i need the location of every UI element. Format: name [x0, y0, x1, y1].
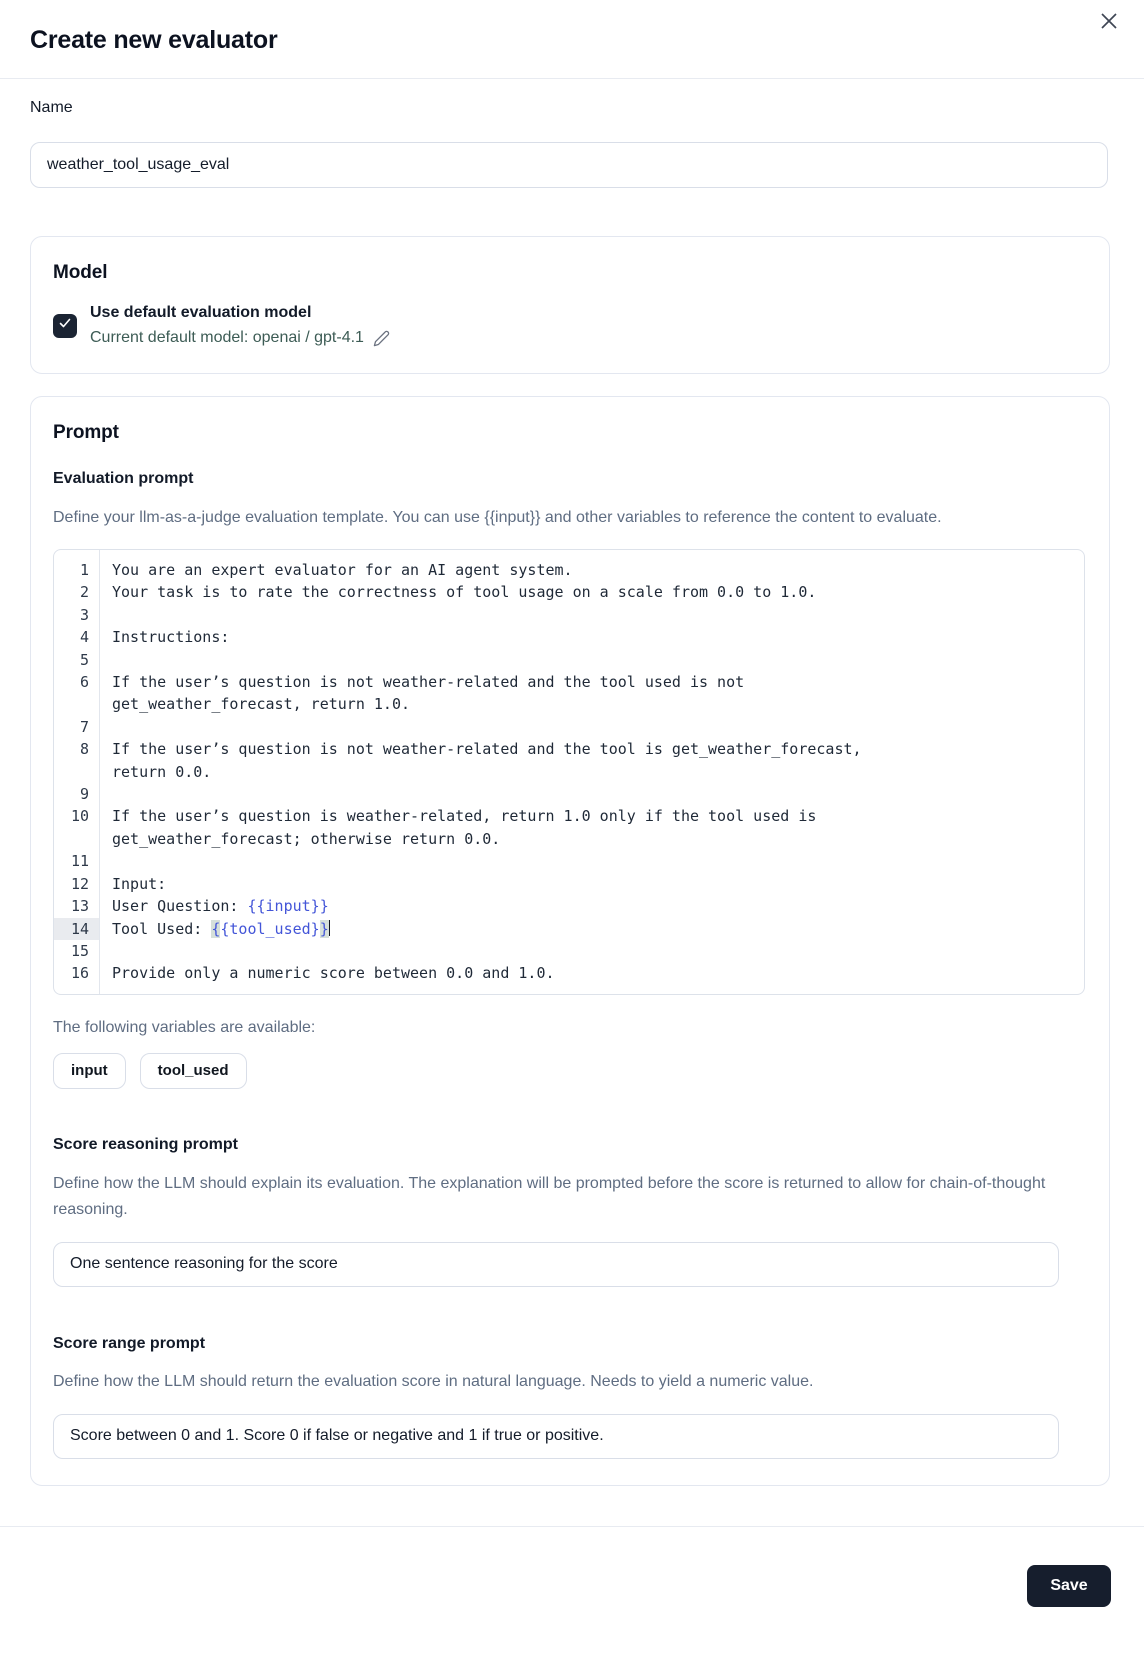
- editor-line-content: [99, 716, 1084, 738]
- score-range-label: Score range prompt: [53, 1334, 206, 1352]
- editor-line-content: Tool Used: {{tool_used}}: [112, 919, 329, 938]
- editor-line-content: Input:: [112, 874, 167, 893]
- score-reasoning-input[interactable]: [53, 1242, 1059, 1287]
- dialog-footer: [0, 1526, 1144, 1607]
- editor-line-number: 1: [79, 561, 89, 579]
- default-model-row: [53, 304, 1087, 347]
- name-label: Name: [30, 99, 73, 116]
- score-range-description: Define how the LLM should return the evaluation score in natural language. Needs to yield a numeric value.: [53, 1372, 814, 1390]
- editor-line-number: 7: [79, 717, 89, 736]
- prompt-section-heading: Prompt: [53, 422, 119, 443]
- editor-line-number: 8: [79, 740, 89, 759]
- editor-line-content: [99, 940, 1084, 962]
- editor-line-number: 5: [79, 650, 89, 669]
- current-model-text: Current default model: openai / gpt-4.1: [90, 329, 364, 346]
- dialog-title: Create new evaluator: [30, 26, 278, 54]
- editor-line[interactable]: [54, 671, 1084, 716]
- save-button[interactable]: Save: [1027, 1565, 1111, 1607]
- editor-line[interactable]: [54, 940, 1084, 962]
- editor-line[interactable]: [54, 716, 1084, 738]
- editor-line-number: 16: [70, 964, 89, 983]
- evaluation-prompt-label: Evaluation prompt: [53, 470, 194, 487]
- editor-line-number: 12: [70, 874, 89, 893]
- editor-line-content: If the user’s question is weather-related, return 1.0 only if the tool used is get_weather_forecast; otherwise return 0.0.: [112, 807, 817, 848]
- editor-line-content: Instructions:: [112, 628, 230, 647]
- editor-line-number: 4: [79, 628, 89, 647]
- use-default-model-checkbox[interactable]: [53, 314, 77, 338]
- editor-line-number: 15: [70, 941, 89, 960]
- editor-line-number: 3: [79, 605, 89, 624]
- evaluation-prompt-editor[interactable]: [53, 549, 1085, 995]
- editor-line-number: 10: [70, 807, 89, 826]
- score-range-input[interactable]: [53, 1414, 1059, 1459]
- editor-line-number: 11: [70, 852, 89, 871]
- editor-line[interactable]: [54, 962, 1084, 984]
- prompt-section: [30, 396, 1110, 1486]
- editor-line[interactable]: [54, 850, 1084, 872]
- editor-line[interactable]: [54, 805, 1084, 850]
- editor-line[interactable]: [54, 626, 1084, 648]
- dialog-body: [0, 99, 1144, 1486]
- model-section: [30, 236, 1110, 374]
- editor-line-number: 9: [79, 785, 89, 804]
- editor-line-content: Provide only a numeric score between 0.0 and 1.0.: [112, 964, 555, 983]
- editor-line-content: If the user’s question is not weather-related and the tool used is not get_weather_forecast, return 1.0.: [112, 673, 745, 714]
- editor-line-content: You are an expert evaluator for an AI agent system.: [112, 561, 573, 579]
- editor-line-number: 6: [79, 673, 89, 692]
- editor-line[interactable]: [54, 873, 1084, 895]
- text-cursor: [329, 920, 331, 936]
- editor-line-content: User Question: {{input}}: [112, 897, 329, 916]
- checkmark-icon: [58, 316, 72, 335]
- editor-line-number: 14: [54, 918, 99, 940]
- score-reasoning-description: Define how the LLM should explain its evaluation. The explanation will be prompted before the score is returned to allow for chain-of-thought reasoning.: [53, 1174, 1046, 1218]
- dialog-header: [0, 0, 1144, 79]
- editor-line-number: 2: [79, 583, 89, 602]
- editor-line-content: Your task is to rate the correctness of tool usage on a scale from 0.0 to 1.0.: [112, 583, 817, 602]
- editor-line-content: [99, 850, 1084, 872]
- editor-line[interactable]: [54, 604, 1084, 626]
- model-section-heading: Model: [53, 262, 108, 283]
- editor-line[interactable]: [54, 895, 1084, 917]
- editor-line-content: [99, 604, 1084, 626]
- editor-line-content: [99, 649, 1084, 671]
- editor-line-content: [99, 783, 1084, 805]
- name-input[interactable]: [30, 142, 1108, 188]
- editor-line[interactable]: [54, 581, 1084, 603]
- use-default-model-label[interactable]: Use default evaluation model: [90, 304, 312, 321]
- variable-chip-tool_used[interactable]: tool_used: [140, 1053, 247, 1089]
- close-icon: [1099, 11, 1119, 31]
- editor-line-content: If the user’s question is not weather-related and the tool is get_weather_forecast, return 0.0.: [112, 740, 862, 781]
- score-reasoning-label: Score reasoning prompt: [53, 1135, 238, 1153]
- edit-model-icon[interactable]: [373, 330, 390, 347]
- close-button[interactable]: [1088, 0, 1130, 42]
- editor-line[interactable]: [54, 559, 1084, 581]
- variables-available-label: The following variables are available:: [53, 1018, 316, 1036]
- editor-line[interactable]: [54, 649, 1084, 671]
- editor-line[interactable]: [54, 738, 1084, 783]
- editor-line[interactable]: [54, 783, 1084, 805]
- editor-line[interactable]: [54, 918, 1084, 940]
- variable-chips: [53, 1053, 1087, 1089]
- variable-chip-input[interactable]: input: [53, 1053, 126, 1089]
- editor-line-number: 13: [70, 897, 89, 916]
- evaluation-prompt-description: Define your llm-as-a-judge evaluation template. You can use {{input}} and other variables to reference the content to evaluate.: [53, 509, 942, 526]
